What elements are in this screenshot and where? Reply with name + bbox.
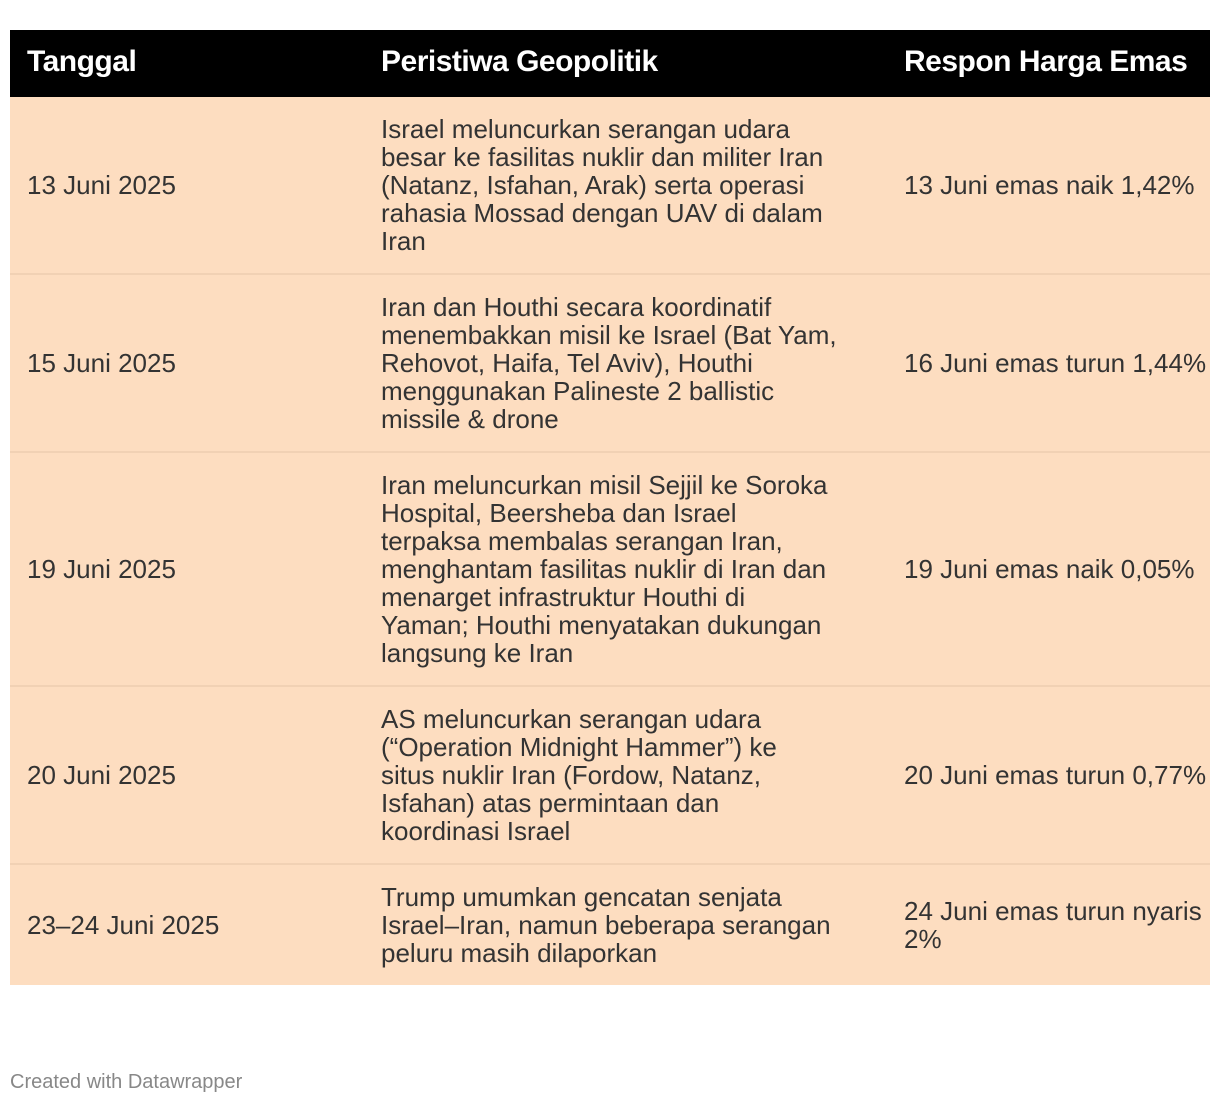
table-row [10,864,1210,985]
cell-event: Iran meluncurkan misil Sejjil ke Soroka Hospital, Beersheba dan Israel terpaksa membalas serangan Iran, menghantam fasilitas nuklir di Iran dan menarget infrastruktur Houthi di Yaman; Houthi menyatakan dukungan langsung ke Iran [364,452,887,686]
table-row [10,452,1210,686]
data-table [10,30,1210,985]
cell-date: 15 Juni 2025 [10,274,364,452]
table-row [10,96,1210,275]
data-table-container [10,30,1210,985]
cell-date: 19 Juni 2025 [10,452,364,686]
cell-gold-response: 19 Juni emas naik 0,05% [887,452,1210,686]
table-row [10,686,1210,864]
cell-date: 13 Juni 2025 [10,96,364,275]
cell-event: Iran dan Houthi secara koordinatif menembakkan misil ke Israel (Bat Yam, Rehovot, Haifa, Tel Aviv), Houthi menggunakan Palineste 2 ballistic missile & drone [364,274,887,452]
column-header-respon: Respon Harga Emas [887,30,1210,96]
cell-gold-response: 16 Juni emas turun 1,44% [887,274,1210,452]
cell-date: 23–24 Juni 2025 [27,910,220,940]
cell-event: Trump umumkan gencatan senjata Israel–Iran, namun beberapa serangan peluru masih dilaporkan [381,882,831,968]
cell-gold-response: 20 Juni emas turun 0,77% [887,686,1210,864]
column-header-peristiwa: Peristiwa Geopolitik [364,30,887,96]
table-row [10,274,1210,452]
column-header-tanggal: Tanggal [10,30,364,96]
cell-date: 20 Juni 2025 [10,686,364,864]
cell-event: AS meluncurkan serangan udara (“Operation Midnight Hammer”) ke situs nuklir Iran (Fordow, Natanz, Isfahan) atas permintaan dan koordinasi Israel [364,686,887,864]
cell-event: Israel meluncurkan serangan udara besar ke fasilitas nuklir dan militer Iran (Natanz, Isfahan, Arak) serta operasi rahasia Mossad dengan UAV di dalam Iran [364,96,887,275]
table-header-row [10,30,1210,96]
cell-gold-response: 13 Juni emas naik 1,42% [887,96,1210,275]
cell-gold-response: 24 Juni emas turun nyaris 2% [904,896,1202,954]
datawrapper-credit: Created with Datawrapper [10,1071,243,1093]
